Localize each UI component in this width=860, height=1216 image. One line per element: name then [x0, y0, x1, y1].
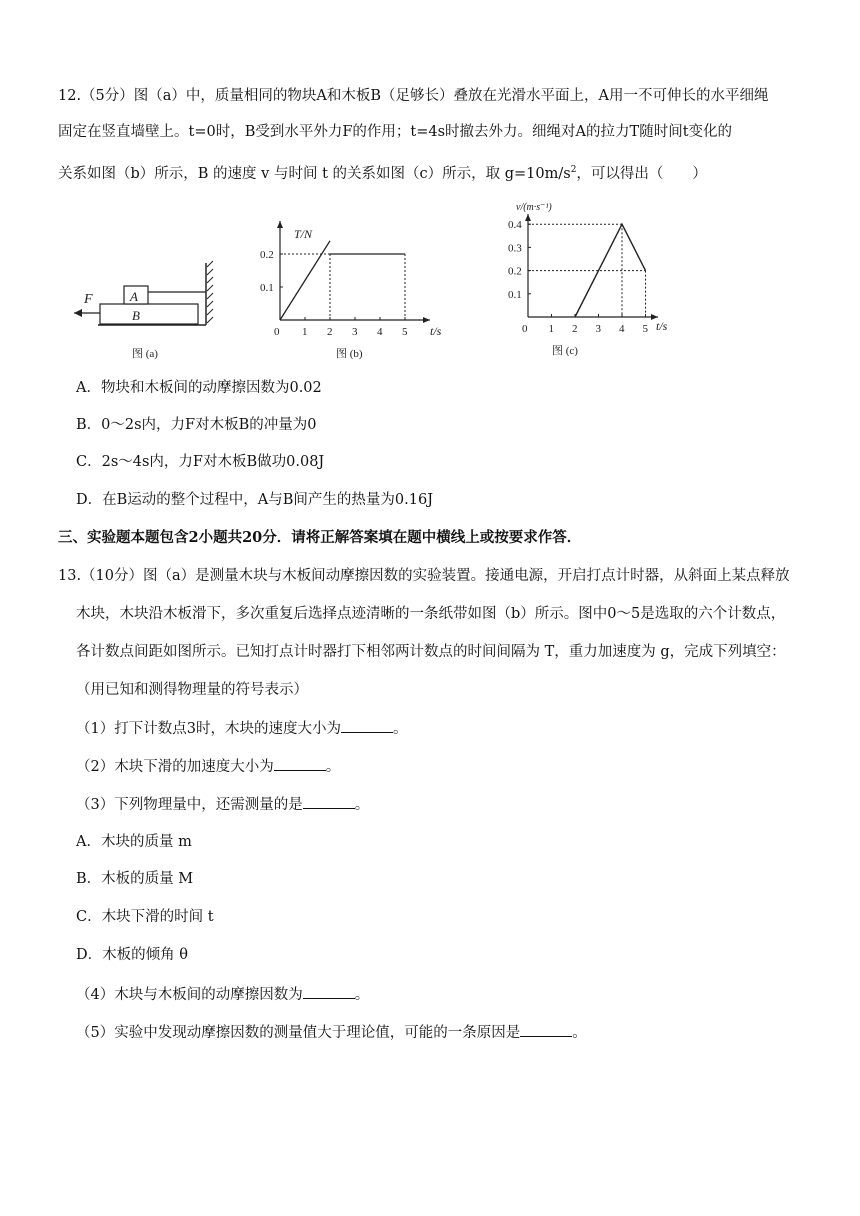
q12-superscript: 2	[570, 165, 577, 175]
x-tick-label: 3	[352, 326, 358, 338]
q13-line-3: 各计数点间距如图所示。已知打点计时器打下相邻两计数点的时间间隔为 T，重力加速度为 g，完成下列填空：	[76, 644, 786, 660]
y-tick-label: 0.3	[508, 242, 522, 255]
y-tick-label: 0.1	[260, 282, 274, 294]
q12-option-d: D．在B运动的整个过程中，A与B间产生的热量为0.16J	[76, 492, 434, 508]
q13-sub-3-text: （3）下列物理量中，还需测量的是	[76, 797, 303, 813]
end-mark: 。	[325, 759, 341, 775]
x-tick-label: 0	[522, 323, 528, 335]
q13-option-c: C．木块下滑的时间 t	[76, 909, 214, 925]
y-tick-label: 0.4	[508, 219, 522, 232]
figure-c-xlabel: t/s	[656, 319, 668, 333]
series-line	[280, 241, 330, 320]
figure-c-plot	[528, 224, 646, 317]
answer-blank-2[interactable]	[274, 756, 326, 771]
x-tick-label: 2	[327, 326, 333, 338]
x-axis-arrow	[423, 317, 430, 323]
x-tick-label: 3	[595, 323, 601, 335]
x-tick-label: 1	[548, 323, 554, 335]
figure-c-ticks	[508, 214, 658, 335]
y-axis-arrow	[525, 214, 531, 221]
figure-c	[490, 192, 690, 362]
end-mark: 。	[572, 1025, 587, 1041]
q12-line-3-end: ，可以得出（ ）	[576, 165, 707, 182]
q13-sub-3	[76, 794, 369, 815]
x-tick-label: 5	[642, 323, 648, 335]
answer-blank-5[interactable]	[520, 1022, 572, 1037]
q12-option-c: C．2s～4s内，力F对木板B做功0.08J	[76, 454, 325, 470]
q13-option-d: D．木板的倾角 θ	[76, 947, 188, 963]
answer-blank-4[interactable]	[303, 984, 355, 999]
figure-c-caption: 图 (c)	[552, 345, 578, 357]
figure-a	[70, 195, 230, 365]
x-tick-label: 2	[572, 323, 578, 335]
answer-blank-1[interactable]	[341, 718, 393, 733]
q13-sub-2-text: （2）木块下滑的加速度大小为	[76, 759, 274, 775]
figure-a-caption: 图 (a)	[132, 348, 158, 360]
q13-sub-5	[76, 1022, 587, 1043]
q12-option-b: B．0～2s内，力F对木板B的冲量为0	[76, 417, 317, 433]
block-a-label: A	[130, 289, 138, 304]
figure-b-ylabel: T/N	[294, 227, 313, 241]
force-arrowhead	[74, 309, 82, 317]
q13-sub-4-text: （4）木块与木板间的动摩擦因数为	[76, 987, 303, 1003]
figure-b-caption: 图 (b)	[336, 348, 363, 360]
q13-line-1: 13.（10分）图（a）是测量木块与木板间动摩擦因数的实验装置。接通电源，开启打点计时器，从斜面上某点释放	[58, 568, 790, 584]
q12-line-1: 12.（5分）图（a）中，质量相同的物块A和木板B（足够长）叠放在光滑水平面上，A用一不可伸长的水平细绳	[58, 88, 769, 104]
force-label: F	[84, 292, 93, 307]
x-tick-label: 4	[619, 323, 625, 335]
q13-sub-1-text: （1）打下计数点3时，木块的速度大小为	[76, 721, 341, 737]
x-tick-label: 4	[377, 326, 383, 338]
answer-blank-3[interactable]	[303, 794, 355, 809]
end-mark: 。	[354, 987, 370, 1003]
q13-option-a: A．木块的质量 m	[76, 834, 192, 850]
q13-sub-2	[76, 756, 340, 777]
end-mark: 。	[354, 797, 370, 813]
q12-option-a: A．物块和木板间的动摩擦因数为0.02	[76, 380, 322, 396]
figure-b-plot	[280, 241, 405, 320]
q12-line-2: 固定在竖直墙壁上。t=0时，B受到水平外力F的作用；t=4s时撤去外力。细绳对A的拉力T随时间t变化的	[58, 124, 733, 140]
q13-sub-1	[76, 718, 407, 739]
figure-b-xlabel: t/s	[430, 324, 442, 338]
q13-sub-5-text: （5）实验中发现动摩擦因数的测量值大于理论值，可能的一条原因是	[76, 1025, 521, 1041]
q13-line-2: 木块，木块沿木板滑下，多次重复后选择点迹清晰的一条纸带如图（b）所示。图中0～5是选取的六个计数点，	[76, 606, 786, 622]
y-tick-label: 0.2	[260, 249, 274, 261]
board-b-label: B	[132, 308, 140, 323]
end-mark: 。	[392, 721, 408, 737]
section-3-heading: 三、实验题本题包含2小题共20分．请将正解答案填在题中横线上或按要求作答．	[58, 529, 582, 546]
q12-line-3-text: 关系如图（b）所示，B 的速度 v 与时间 t 的关系如图（c）所示，取 g=10m/s	[58, 165, 571, 182]
x-tick-label: 1	[302, 326, 308, 338]
q13-sub-4	[76, 984, 369, 1005]
y-tick-label: 0.2	[508, 265, 522, 278]
x-tick-label: 5	[402, 326, 408, 338]
q12-line-3	[58, 160, 707, 184]
q13-line-4: （用已知和测得物理量的符号表示）	[76, 682, 308, 698]
figure-b	[258, 195, 458, 365]
y-axis-arrow	[277, 221, 283, 228]
figure-c-ylabel: v/(m·s⁻¹)	[516, 202, 552, 213]
x-tick-label: 0	[274, 326, 280, 338]
q13-option-b: B．木板的质量 M	[76, 871, 194, 887]
board-b	[100, 304, 198, 324]
y-tick-label: 0.1	[508, 288, 522, 301]
